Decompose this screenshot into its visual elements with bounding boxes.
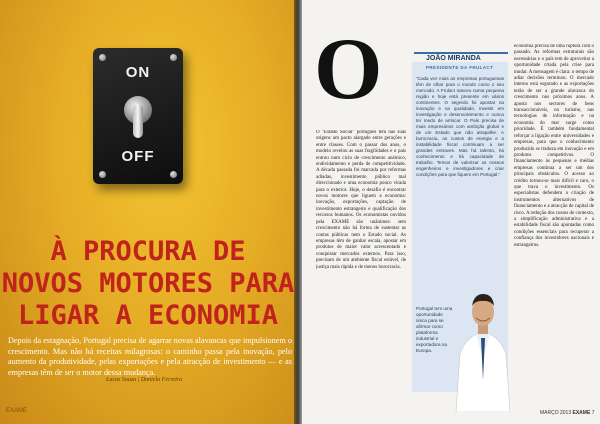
screw-icon (170, 54, 177, 61)
right-page (302, 0, 600, 424)
body-column-1: O "Estado Social" português tem nas suas origens um pacto alargado entre gerações e entre classes. Com o passar dos anos, o modelo revelou as suas fragilidades e o país entrou num ciclo de crescimento anémico, endividamento e perda de competitividade. A década passada foi marcada por reformas adiadas, investimento público mal direccionado e uma economia pouco virada para o exterior. Hoje, o desafio é encontrar novos motores que liguem a economia: inovação, exportações, captação de investimento estrangeiro e qualificação dos recursos humanos. Os economistas ouvidos pela EXAME são unânimes: sem crescimento não há forma de sustentar as contas públicas nem o Estado social. As empresas têm de ganhar escala, apostar em produtos de maior valor acrescentado e conquistar mercados externos. Para isso, precisam de um ambiente fiscal estável, de justiça mais rápida e de menos burocracia. (316, 130, 406, 270)
body-column-3: economia precisa de uma ruptura com o passado. As reformas estruturais são necessárias e o país tem de aproveitar a oportunidade criada pela crise para mudar. A mensagem é clara: o tempo de adiar decisões terminou. O mercado interno está esgotado e as exportações terão de ser a grande alavanca do crescimento nos próximos anos. A aposta nos sectores de bens transaccionáveis, no turismo, nas tecnologias de informação e na economia do mar surge como prioridade. É também fundamental reforçar a ligação entre universidades e empresas, para que o conhecimento produzido se traduza em inovação e em produtos competitivos. O financiamento às pequenas e médias empresas continua a ser um dos principais obstáculos. O acesso ao crédito tornou-se mais difícil e caro, o que trava o investimento. Os especialistas defendem a criação de instrumentos alternativos de financiamento e a atracção de capital de risco. A redução dos custos de contexto, a simplificação administrativa e a estabilidade fiscal são apontadas como condições essenciais para recuperar a confiança dos investidores nacionais e estrangeiros. (514, 44, 594, 248)
article-headline (0, 236, 296, 332)
folio-date: MARÇO 2013 (540, 410, 572, 416)
left-page (0, 0, 296, 424)
portrait-photo (452, 262, 514, 412)
light-switch-illustration (93, 48, 183, 184)
screw-icon (99, 54, 106, 61)
sidebar-quote-continued: Portugal tem uma oportunidade única para se afirmar como plataforma industrial e exportadora na Europa. (416, 306, 453, 353)
screw-icon (170, 171, 177, 178)
drop-cap: O (314, 21, 383, 118)
sidebar-rule (414, 52, 508, 54)
switch-off-label: OFF (121, 148, 155, 165)
sidebar-name: JOÃO MIRANDA (426, 55, 481, 62)
folio-magazine: EXAME (572, 410, 591, 416)
toggle-lever (133, 104, 143, 138)
headline-line: NOVOS MOTORES PARA (1, 268, 295, 299)
folio-page-number: 7 (591, 410, 595, 416)
folio-right (540, 410, 594, 416)
screw-icon (99, 171, 106, 178)
headline-line: À PROCURA DE (50, 236, 246, 267)
folio-left: EXAME (6, 408, 28, 414)
sidebar-role: PRESIDENTE DA FRULACT (426, 65, 494, 70)
article-byline: Lucas Souza | Daniela Ferreira (106, 377, 183, 383)
headline-line: LIGAR A ECONOMIA (17, 300, 279, 331)
article-deck: Depois da estagnação, Portugal precisa de agarrar novas alavancas que impulsionem o crescimento. Mas não há receitas milagrosas: o caminho passa pela inovação, pelo aumento da produtividade, pelas exportações e pela atracção de investimento — e as empresas têm de ser o motor dessa mudança. (8, 336, 292, 377)
sidebar-quote: "Cada vez mais as empresas portuguesas têm de olhar para o mundo como o seu mercado. A Frulact nasceu numa pequena região e hoje está presente em vários continentes. O segredo foi apostar na inovação e na qualidade, investir em investigação e desenvolvimento e nunca ter medo de arriscar. O País precisa de mais empresários com ambição global e de um Estado que não atrapalhe. A burocracia, os custos de energia e a instabilidade fiscal continuam a ser grandes entraves. Mas há talento, há conhecimento e há capacidade de trabalho. Temos de valorizar os nossos engenheiros e investigadores e criar condições para que fiquem em Portugal." (416, 76, 504, 177)
switch-on-label: ON (125, 64, 151, 81)
